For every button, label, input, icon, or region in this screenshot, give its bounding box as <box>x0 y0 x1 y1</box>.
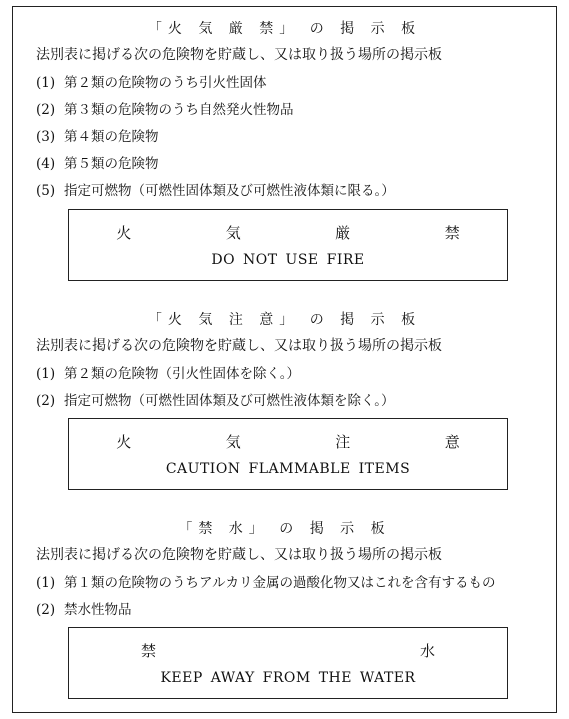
sign-english: DO NOT USE FIRE <box>211 252 365 268</box>
item-text: 第５類の危険物 <box>64 156 159 172</box>
sign-japanese <box>69 431 507 452</box>
item-text: 第３類の危険物のうち自然発火性物品 <box>64 102 294 118</box>
sign-japanese <box>69 640 507 661</box>
item-number: (4) <box>36 156 56 172</box>
list-item <box>36 389 394 409</box>
item-number: (3) <box>36 129 56 145</box>
section-title: 「禁 水」 の 掲 示 板 <box>178 521 391 537</box>
list-item <box>36 71 267 91</box>
list-item <box>36 362 300 382</box>
sign-char: 注 <box>335 433 351 451</box>
list-item <box>36 571 495 591</box>
sign-char: 禁 <box>141 642 157 660</box>
sign-char: 火 <box>116 433 132 451</box>
sign-char: 禁 <box>444 224 460 242</box>
sign-english: KEEP AWAY FROM THE WATER <box>160 670 416 686</box>
sign-japanese <box>69 222 507 243</box>
item-text: 指定可燃物（可燃性固体類及び可燃性液体類に限る。） <box>64 183 395 199</box>
sign-box <box>68 627 508 699</box>
section-title: 「火 気 注 意」 の 掲 示 板 <box>147 312 422 328</box>
item-text: 第２類の危険物（引火性固体を除く。） <box>64 366 300 382</box>
item-number: (5) <box>36 183 56 199</box>
list-item <box>36 125 159 145</box>
item-number: (2) <box>36 102 56 118</box>
item-number: (1) <box>36 366 56 382</box>
list-item <box>36 98 294 118</box>
sign-char: 意 <box>444 433 460 451</box>
item-number: (2) <box>36 393 56 409</box>
section-intro: 法別表に掲げる次の危険物を貯蔵し、又は取り扱う場所の掲示板 <box>36 547 442 563</box>
sign-box <box>68 418 508 490</box>
sign-char: 水 <box>419 642 435 660</box>
item-number: (1) <box>36 75 56 91</box>
sign-char: 火 <box>116 224 132 242</box>
list-item <box>36 598 132 618</box>
section-intro: 法別表に掲げる次の危険物を貯蔵し、又は取り扱う場所の掲示板 <box>36 338 442 354</box>
sign-char: 気 <box>225 224 241 242</box>
sign-char: 厳 <box>335 224 351 242</box>
document-frame <box>12 6 557 713</box>
sign-char: 気 <box>225 433 241 451</box>
item-text: 第４類の危険物 <box>64 129 159 145</box>
item-text: 第１類の危険物のうちアルカリ金属の過酸化物又はこれを含有するもの <box>64 575 496 591</box>
list-item <box>36 179 395 199</box>
item-text: 第２類の危険物のうち引火性固体 <box>64 75 267 91</box>
sign-box <box>68 209 508 281</box>
section-intro: 法別表に掲げる次の危険物を貯蔵し、又は取り扱う場所の掲示板 <box>36 47 442 63</box>
sign-english: CAUTION FLAMMABLE ITEMS <box>165 461 411 477</box>
item-text: 禁水性物品 <box>64 602 132 618</box>
list-item <box>36 152 159 172</box>
item-text: 指定可燃物（可燃性固体類及び可燃性液体類を除く。） <box>64 393 395 409</box>
item-number: (1) <box>36 575 56 591</box>
section-title: 「火 気 厳 禁」 の 掲 示 板 <box>147 21 422 37</box>
item-number: (2) <box>36 602 56 618</box>
